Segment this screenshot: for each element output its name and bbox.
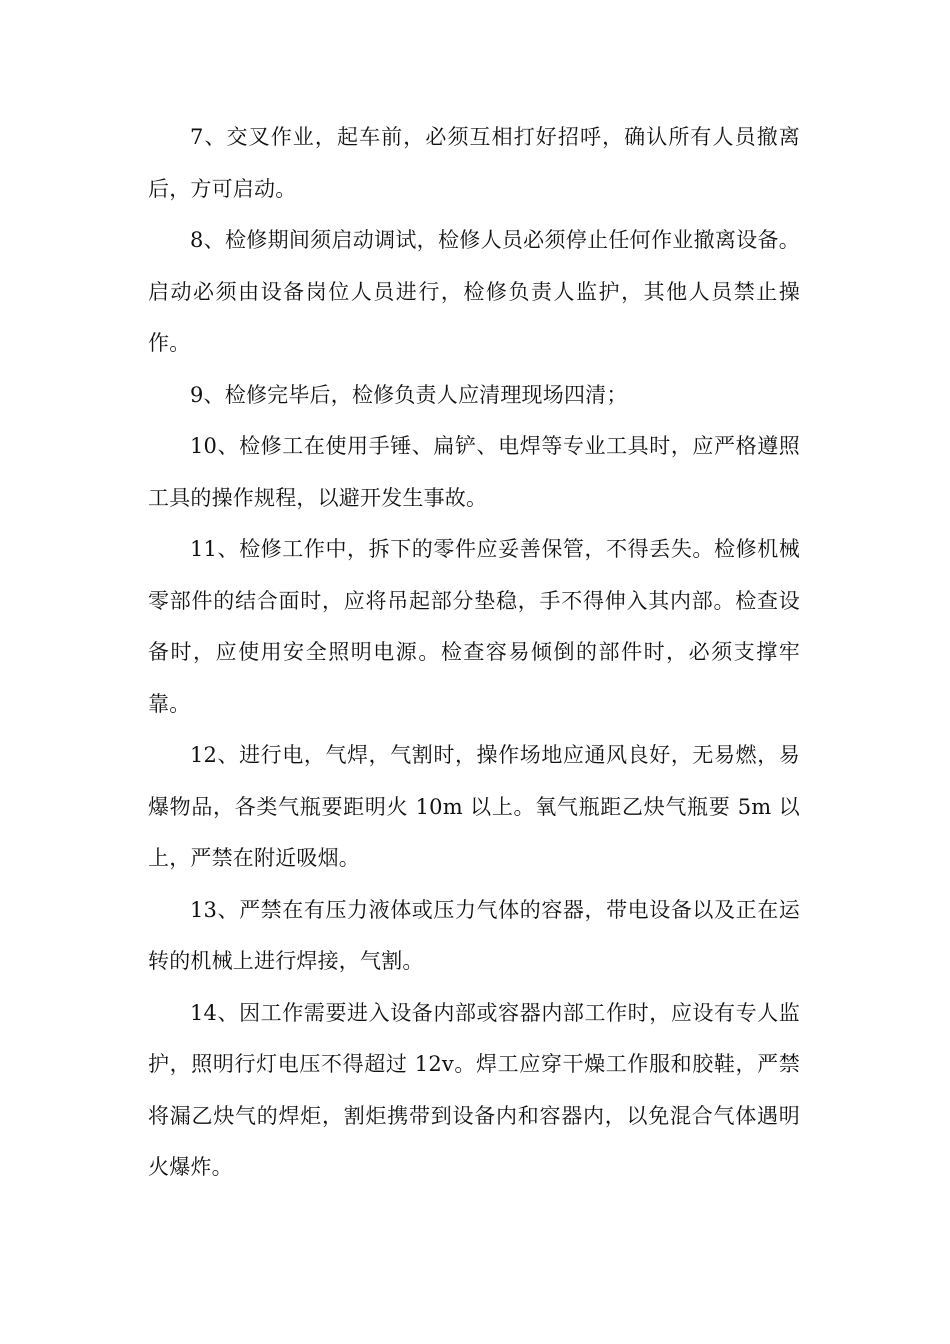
paragraph-item-8: 8、检修期间须启动调试，检修人员必须停止任何作业撤离设备。启动必须由设备岗位人员进行，检修负责人监护，其他人员禁止操作。 — [148, 228, 800, 355]
paragraph-item-14: 14、因工作需要进入设备内部或容器内部工作时，应设有专人监护，照明行灯电压不得超过 12v。焊工应穿干燥工作服和胶鞋，严禁将漏乙炔气的焊炬，割炬携带到设备内和容器内，以免混合气体遇明火爆炸。 — [148, 1000, 800, 1179]
document-page — [148, 112, 800, 1194]
paragraph-item-13: 13、严禁在有压力液体或压力气体的容器，带电设备以及正在运转的机械上进行焊接，气割。 — [148, 897, 800, 973]
paragraph-item-9: 9、检修完毕后，检修负责人应清理现场四清； — [190, 382, 628, 407]
paragraph-item-10: 10、检修工在使用手锤、扁铲、电焊等专业工具时，应严格遵照工具的操作规程，以避开发生事故。 — [148, 434, 800, 510]
paragraph-item-11: 11、检修工作中，拆下的零件应妥善保管，不得丢失。检修机械零部件的结合面时，应将吊起部分垫稳，手不得伸入其内部。检查设备时，应使用安全照明电源。检查容易倾倒的部件时，必须支撑牢靠。 — [148, 537, 800, 716]
paragraph-item-7: 7、交叉作业，起车前，必须互相打好招呼，确认所有人员撤离后，方可启动。 — [148, 125, 800, 201]
paragraph-item-12: 12、进行电，气焊，气割时，操作场地应通风良好，无易燃，易爆物品，各类气瓶要距明火 10m 以上。氧气瓶距乙炔气瓶要 5m 以上，严禁在附近吸烟。 — [148, 743, 800, 870]
